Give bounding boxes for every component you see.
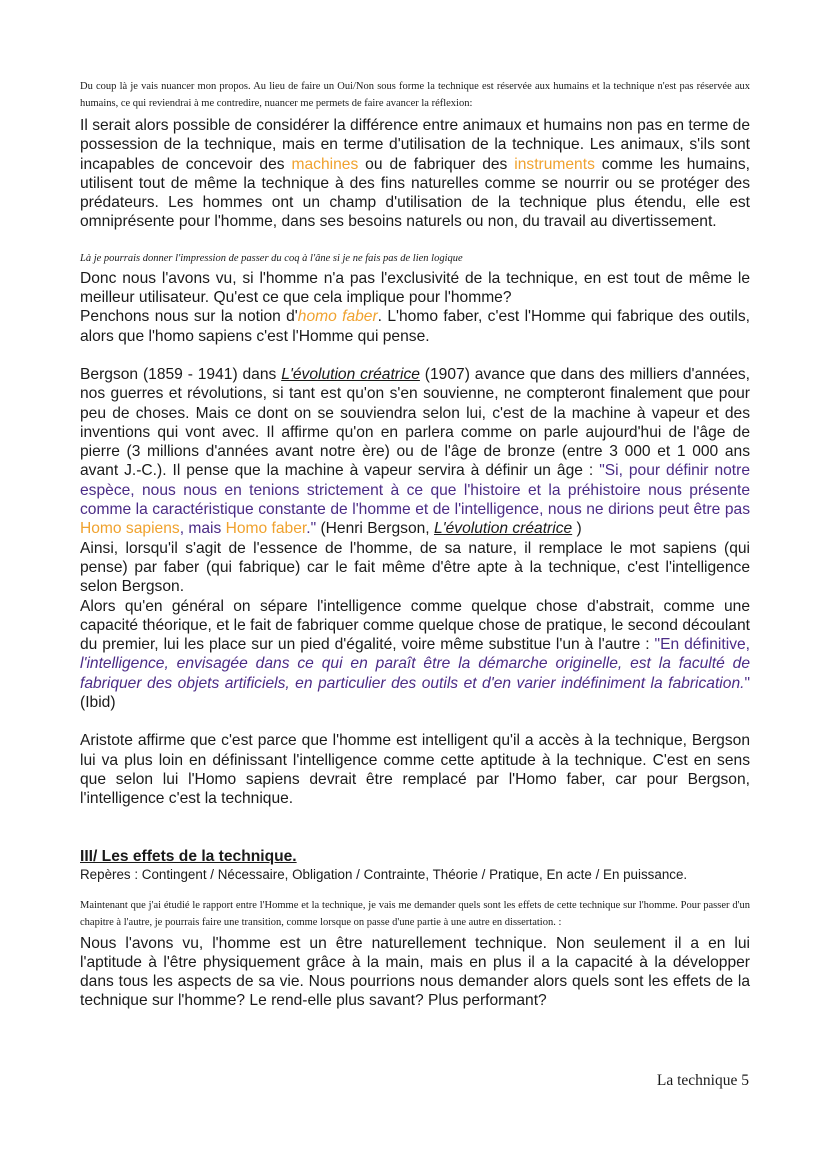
paragraph-aristote: Aristote affirme que c'est parce que l'homme est intelligent qu'il a accès à la technique, Bergson lui va plus loin en définissant l'intelligence comme cette aptitude à la technique. C'est en sens que selon lui l'Homo sapiens devrait être remplacé par l'Homo faber, car pour Bergson, l'intelligence c'est la technique. (80, 732, 750, 808)
paragraph-intelligence (80, 597, 750, 713)
highlight-homo-faber: Homo faber (225, 520, 307, 538)
text-segment: (Henri Bergson, (316, 520, 434, 538)
text-segment: . L'homo faber, c'est l'Homme qui fabrique des outils, alors que l'homo sapiens c'est l'Homme qui pense. (80, 308, 750, 345)
text-segment: Donc nous l'avons vu, si l'homme n'a pas l'exclusivité de la technique, en est tout de même le meilleur utilisateur. Qu'est ce que cela implique pour l'homme? (80, 269, 750, 307)
text-segment: comme les humains, utilisent tout de même la technique à des fins naturelles comme se nourrir ou se protéger des prédateurs. Les hommes ont un champ d'utilisation de la technique plus étendu, elle est omniprésente pour l'homme, dans ses besoins naturels ou non, du travail au divertissement. (80, 155, 750, 231)
author-note-transition: Là je pourrais donner l'impression de passer du coq à l'âne si je ne fais pas de lien logique (80, 252, 463, 264)
author-note-nuance: Du coup là je vais nuancer mon propos. Au lieu de faire un Oui/Non sous forme la technique est réservée aux humains et la technique n'est pas réservée aux humains, ce qui reviendrai à me contredire, nuancer me permets de faire avancer la réflexion: (80, 81, 750, 109)
section-reperes: Repères : Contingent / Nécessaire, Obligation / Contrainte, Théorie / Pratique, En acte / En puissance. (80, 866, 688, 882)
highlight-homo-faber: homo faber (297, 308, 378, 326)
highlight-instruments: instruments (514, 155, 595, 173)
quote-open: "En définitive, (654, 636, 750, 654)
author-note-chapter: Maintenant que j'ai étudié le rapport entre l'Homme et la technique, je vais me demander quels sont les effets de cette technique sur l'homme. Pour passer d'un chapitre à l'autre, je pourrais faire une transition, comme lorsque on passe d'une partie à une autre en dissertation. : (80, 899, 750, 928)
quote-bergson: "Si, pour définir notre espèce, nous nous en tenions strictement à ce que l'histoire et la préhistoire nous présente comme la caractéristique constante de l'homme et de l'intelligence, nous ne dirions peut être pas (80, 462, 750, 519)
quote-intelligence: l'intelligence, envisagée dans ce qui en paraît être la démarche originelle, est la faculté de fabriquer des objets artificiels, en particulier des outils et d'en varier indéfiniment la fabrication. (80, 655, 750, 692)
paragraph-animal-human (80, 116, 750, 232)
highlight-machines: machines (291, 155, 359, 173)
text-segment: (Ibid) (80, 694, 116, 712)
document-page (80, 78, 750, 1011)
text-segment: Penchons nous sur la notion d' (80, 308, 298, 326)
paragraph-bergson (80, 365, 750, 539)
page-footer: La technique 5 (656, 1072, 749, 1089)
section-title: III/ Les effets de la technique. (80, 847, 297, 865)
highlight-homo-sapiens: Homo sapiens (80, 520, 180, 538)
paragraph-best-user (80, 269, 750, 346)
text-segment: Alors qu'en général on sépare l'intelligence comme quelque chose d'abstrait, comme une capacité théorique, et le fait de fabriquer comme quelque chose de pratique, le second découlant du premier, lui les place sur un pied d'égalité, voire même substitue l'un à l'autre : (80, 597, 750, 654)
paragraph-sapiens-faber: Ainsi, lorsqu'il s'agit de l'essence de l'homme, de sa nature, il remplace le mot sapiens (qui pense) par faber (qui fabrique) car le fait même d'être apte à la technique, c'est l'intelligence selon Bergson. (80, 539, 750, 596)
paragraph-effects: Nous l'avons vu, l'homme est un être naturellement technique. Non seulement il a en lui l'aptitude à l'être physiquement grâce à la main, mais en plus il a la capacité à la développer dans tous les aspects de sa vie. Nous pourrions nous demander alors quels sont les effets de la technique sur l'homme? Le rend-elle plus savant? Plus performant? (80, 934, 750, 1010)
quote-bergson-end: ." (306, 520, 317, 538)
text-segment: Il serait alors possible de considérer la différence entre animaux et humains non pas en terme de possession de la technique, mais en terme d'utilisation de la technique. Les animaux, s'ils sont incapables de concevoir des (80, 117, 750, 173)
text-segment: ) (572, 520, 582, 538)
book-title: L'évolution créatrice (433, 520, 573, 538)
quote-close: " (744, 674, 750, 692)
book-title: L'évolution créatrice (281, 365, 420, 383)
quote-bergson-mid: , mais (179, 520, 226, 538)
text-segment: ou de fabriquer des (358, 155, 515, 173)
text-segment: Bergson (1859 - 1941) dans (80, 365, 282, 383)
text-segment: (1907) avance que dans des milliers d'années, nos guerres et révolutions, si tant est qu'on s'en souvienne, ne compteront finalement que pour peu de choses. Mais ce dont on se souviendra selon lui, c'est de la machine à vapeur et des inventions qui vont avec. Il affirme qu'on en parlera comme on parle aujourd'hui de l'âge de pierre (3 millions d'années avant notre ère) ou de l'âge de bronze (entre 3 000 et 1 000 ans avant J.-C.). Il pense que la machine à vapeur servira à définir un âge : (80, 365, 750, 480)
